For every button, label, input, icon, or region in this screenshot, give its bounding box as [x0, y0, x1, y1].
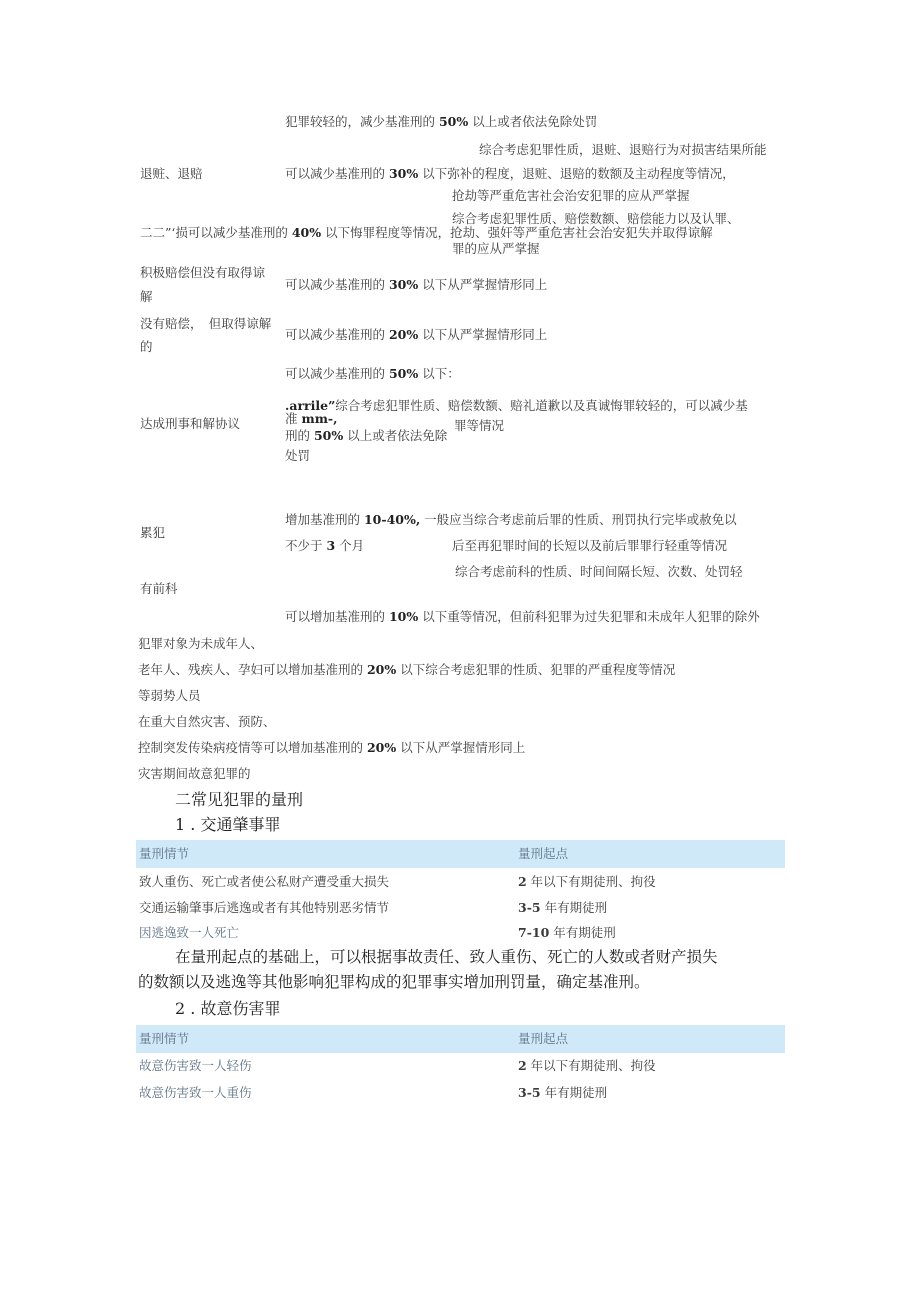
text-line: 综合考虑犯罪性质，退赃、退赔行为对损害结果所能 — [479, 142, 767, 157]
table2-header-col2: 量刑起点 — [518, 1031, 569, 1046]
section-heading: 二常见犯罪的量刑 — [175, 790, 304, 809]
text-line: 处罚 — [285, 448, 311, 463]
table1-row3-col1: 因逃逸致一人死亡 — [139, 925, 240, 940]
row-label: 积极赔偿但没有取得谅 — [140, 265, 266, 280]
text-line: 可以减少基准刑的 50% 以下： — [285, 366, 460, 381]
row-label: 的 — [140, 339, 153, 354]
text-line: 可以减少基准刑的 20% 以下从严掌握情形同上 — [285, 327, 548, 342]
paragraph-line: 在量刑起点的基础上，可以根据事故责任、致人重伤、死亡的人数或者财产损失 — [175, 948, 718, 966]
section2-title: 2 . 故意伤害罪 — [175, 999, 281, 1018]
row-label: 累犯 — [140, 525, 166, 540]
table1-row1-col1: 致人重伤、死亡或者使公私财产遭受重大损失 — [139, 874, 390, 889]
row-label: 达成刑事和解协议 — [140, 416, 241, 431]
text-line: 等弱势人员 — [138, 688, 201, 703]
text-line: .arrile”综合考虑犯罪性质、赔偿数额、赔礼道歉以及真诚悔罪较轻的，可以减少基 — [285, 398, 748, 413]
row-label: 解 — [140, 289, 153, 304]
text-line: 控制突发传染病疫情等可以增加基准刑的 20% 以下从严掌握情形同上 — [138, 740, 526, 755]
text-line: 综合考虑前科的性质、时间间隔长短、次数、处罚轻 — [455, 564, 743, 579]
table2-row2-col2: 3-5 年有期徒刑 — [518, 1085, 608, 1100]
text-line: 刑的 50% 以上或者依法免除 — [285, 428, 448, 443]
text-line: 可以减少基准刑的 30% 以下弥补的程度，退赃、退赔的数额及主动程度等情况， — [285, 166, 735, 181]
table2-row1-col2: 2 年以下有期徒刑、拘役 — [518, 1058, 656, 1073]
text-line: 可以增加基准刑的 10% 以下重等情况，但前科犯罪为过失犯罪和未成年人犯罪的除外 — [285, 609, 760, 624]
text-line: 罪等情况 — [454, 418, 505, 433]
text-line: 可以减少基准刑的 30% 以下从严掌握情形同上 — [285, 277, 548, 292]
text-line: 灾害期间故意犯罪的 — [138, 766, 251, 781]
text-line: 增加基准刑的 10-40%, 一般应当综合考虑前后罪的性质、刑罚执行完毕或赦免以 — [285, 512, 737, 527]
table1-header — [136, 840, 785, 868]
section1-title: 1 . 交通肇事罪 — [175, 815, 281, 834]
row-label: 有前科 — [140, 581, 178, 596]
table2-header — [136, 1025, 785, 1053]
text-line: 后至再犯罪时间的长短以及前后罪罪行轻重等情况 — [452, 538, 728, 553]
row-label: 没有赔偿， 但取得谅解 — [140, 316, 272, 331]
text-line: 犯罪对象为未成年人、 — [138, 636, 264, 651]
table2-header-col1: 量刑情节 — [139, 1031, 190, 1046]
table1-header-col1: 量刑情节 — [139, 846, 190, 861]
table1-row3-col2: 7-10 年有期徒刑 — [518, 925, 616, 940]
text-line: 老年人、残疾人、孕妇可以增加基准刑的 20% 以下综合考虑犯罪的性质、犯罪的严重程度等情况 — [138, 662, 676, 677]
table1-header-col2: 量刑起点 — [518, 846, 569, 861]
text-line: 准 mm-, — [285, 411, 338, 426]
table2-row2-col1: 故意伤害致一人重伤 — [139, 1085, 252, 1100]
text-line: 在重大自然灾害、预防、 — [138, 714, 276, 729]
text-line: 罪的应从严掌握 — [452, 241, 540, 256]
text-line: 不少于 3 个月 — [285, 538, 365, 553]
table2-row1-col1: 故意伤害致一人轻伤 — [139, 1058, 252, 1073]
table1-row2-col1: 交通运输肇事后逃逸或者有其他特别恶劣情节 — [139, 900, 390, 915]
text-line: 抢劫等严重危害社会治安犯罪的应从严掌握 — [452, 188, 690, 203]
text-line: 二二”‘损可以减少基准刑的 40% 以下悔罪程度等情况，抢劫、强奸等严重危害社会治安犯失并取得谅解 — [140, 225, 713, 240]
table1-row2-col2: 3-5 年有期徒刑 — [518, 900, 608, 915]
row-label: 退赃、退赔 — [140, 166, 203, 181]
table1-row1-col2: 2 年以下有期徒刑、拘役 — [518, 874, 656, 889]
text-line: 犯罪较轻的，减少基准刑的 50% 以上或者依法免除处罚 — [285, 114, 598, 129]
paragraph-line: 的数额以及逃逸等其他影响犯罪构成的犯罪事实增加刑罚量，确定基准刑。 — [138, 973, 650, 991]
text-line: 综合考虑犯罪性质、赔偿数额、赔偿能力以及认罪、 — [452, 211, 740, 226]
